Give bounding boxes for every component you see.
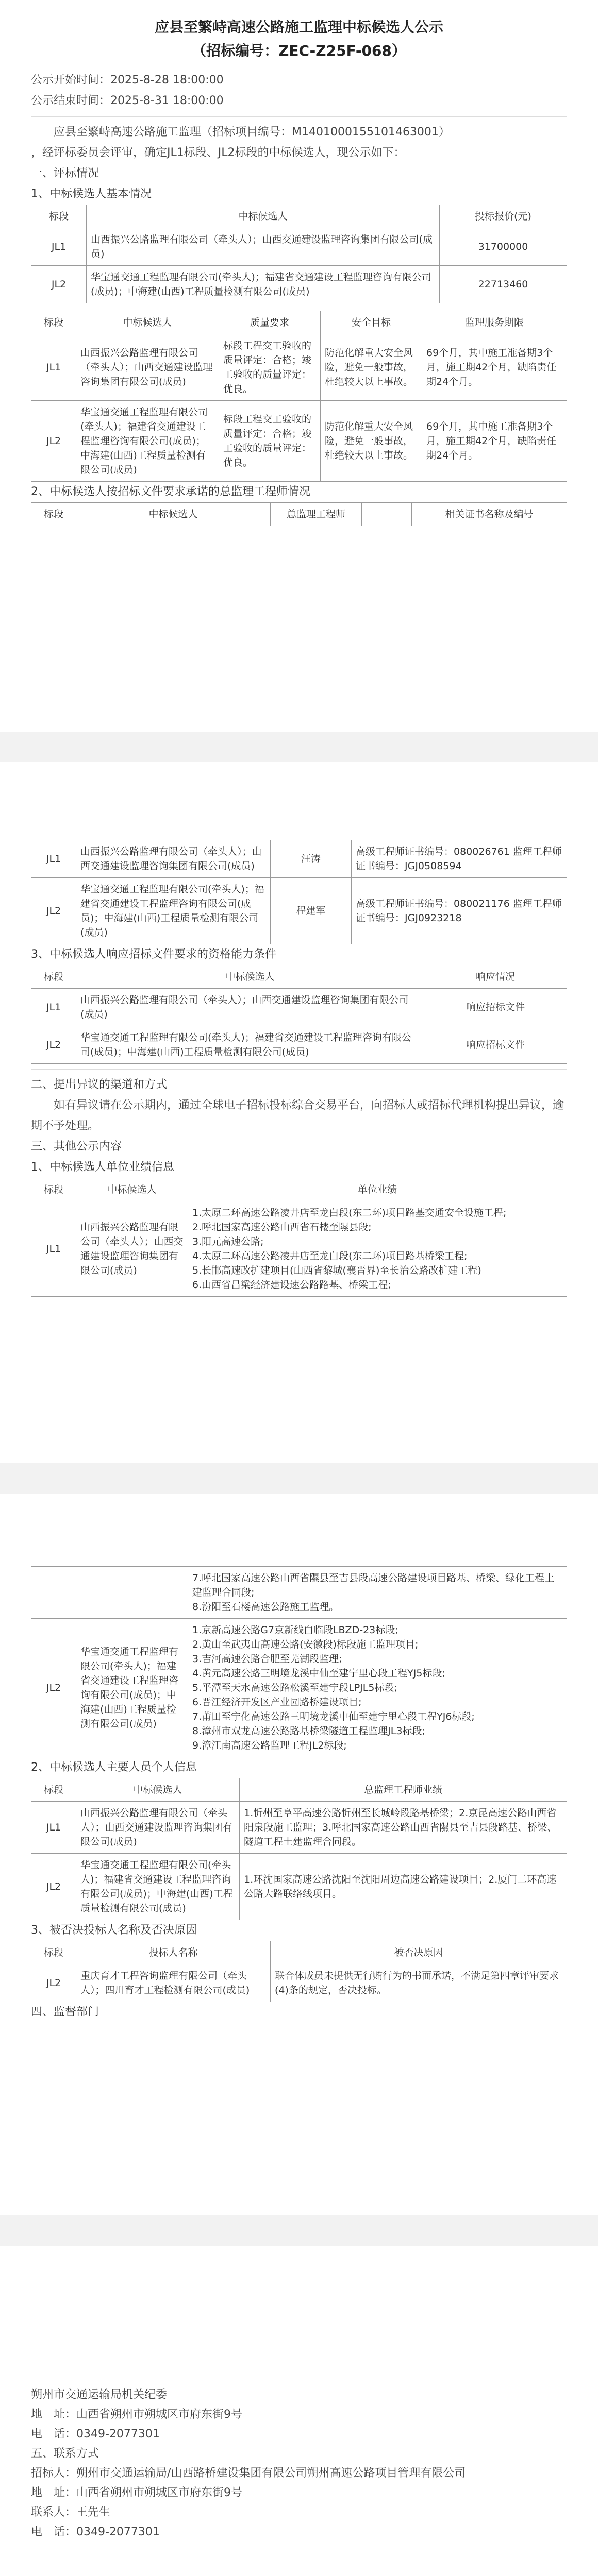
cell-quality: 标段工程交工验收的质量评定：合格；竣工验收的质量评定：优良。 [219,401,321,482]
table-row [31,266,567,303]
section-1-2-title: 2、中标候选人按招标文件要求承诺的总监理工程师情况 [31,485,310,498]
section-3-title: 三、其他公示内容 [31,1140,122,1153]
cell-engineer: 程建军 [271,878,352,944]
cell-section: JL2 [31,1964,76,2002]
col-header: 标段 [31,311,76,334]
page-gap [0,2215,598,2246]
tenderer: 招标人：朔州市交通运输局/山西路桥建设集团有限公司朔州高速公路项目管理有限公司 [31,2467,466,2480]
cell-section: JL1 [31,228,87,266]
performance-item: 5.平潭至天水高速公路松溪至建宁段LPJL5标段; [192,1682,397,1693]
cell-candidate: 华宝通交通工程监理有限公司(牵头人)；福建省交通建设工程监理咨询有限公司(成员)；中海建(山西)工程质量检测有限公司(成员) [76,1619,188,1757]
performance-table-b [31,1566,567,1757]
cell-candidate: 山西振兴公路监理有限公司（牵头人）；山西交通建设监理咨询集团有限公司(成员) [76,334,219,401]
performance-item: 2.黄山至武夷山高速公路(安徽段)标段施工监理项目; [192,1639,419,1650]
cell-section: JL2 [31,401,76,482]
rejected-table [31,1941,567,2002]
col-header: 标段 [31,1941,76,1964]
performance-item: 6.晋江经济开发区产业园路桥建设项目; [192,1697,362,1708]
cell-section: JL1 [31,334,76,401]
cell-bidder: 重庆育才工程咨询监理有限公司（牵头人）；四川育才工程检测有限公司(成员) [76,1964,271,2002]
performance-item: 4.黄元高速公路三明境龙溪中仙至建宁里心段工程YJ5标段; [192,1668,445,1679]
qualification-table [31,965,567,1064]
col-header: 标段 [31,965,76,989]
tenderer-phone: 电 话：0349-2077301 [31,2526,160,2538]
publish-start: 公示开始时间：2025-8-28 18:00:00 [31,74,224,87]
table-row [31,1802,567,1854]
cell-engineer-performance: 1.忻州至阜平高速公路忻州至长城岭段路基桥梁；2.京昆高速公路山西省阳泉段施工监理；3.呼北国家高速公路山西省隰县至吉县段路基、桥梁、隧道工程土建监理合同段。 [240,1802,567,1854]
cell-performance-list [188,1201,567,1297]
cell-period: 69个月，其中施工准备期3个月，施工期42个月，缺陷责任期24个月。 [422,334,567,401]
cell-candidate: 华宝通交通工程监理有限公司(牵头人)；福建省交通建设工程监理咨询有限公司(成员)；中海建(山西)工程质量检测有限公司(成员) [76,401,219,482]
candidate-detail-table [31,311,567,482]
chief-engineer-header-table [31,502,567,526]
performance-item: 7.呼北国家高速公路山西省隰县至吉县段高速公路建设项目路基、桥梁、绿化工程土建监理合同段; [192,1572,555,1598]
cell-period: 69个月，其中施工准备期3个月，施工期42个月，缺陷责任期24个月。 [422,401,567,482]
col-header: 投标人名称 [76,1941,271,1964]
section-5-title: 五、联系方式 [31,2447,99,2460]
cell-section: JL2 [31,1854,76,1920]
cell-safety: 防范化解重大安全风险，避免一般事故，杜绝较大以上事故。 [321,401,422,482]
section-1-title: 一、评标情况 [31,167,99,180]
col-header: 中标候选人 [76,965,424,989]
document-page-4 [31,2257,567,2576]
table-row [31,989,567,1026]
section-2-title: 二、提出异议的渠道和方式 [31,1078,168,1091]
supervisor-org: 朔州市交通运输局机关纪委 [31,2388,168,2401]
cell-candidate: 山西振兴公路监理有限公司（牵头人）；山西交通建设监理咨询集团有限公司(成员) [76,989,424,1026]
cell-section: JL2 [31,1026,76,1064]
performance-table-a [31,1178,567,1297]
objection-text: 如有异议请在公示期内，通过全球电子招标投标综合交易平台，向招标人或招标代理机构提出异议，逾期不予处理。 [31,1099,564,1132]
col-header: 总监理工程师业绩 [240,1778,567,1802]
section-3-1-title: 1、中标候选人单位业绩信息 [31,1161,174,1174]
table-row [31,1201,567,1297]
col-header: 中标候选人 [76,1178,188,1201]
cell-candidate: 华宝通交通工程监理有限公司(牵头人)；福建省交通建设工程监理咨询有限公司(成员)；中海建(山西)工程质量检测有限公司(成员) [87,266,440,303]
table-row [31,878,567,944]
table-row [31,401,567,482]
performance-item: 7.莆田至宁化高速公路三明境龙溪中仙至建宁里心段工程YJ6标段; [192,1711,475,1722]
cell-response: 响应招标文件 [424,1026,567,1064]
cell-price: 22713460 [440,266,567,303]
cell-candidate: 山西振兴公路监理有限公司（牵头人）；山西交通建设监理咨询集团有限公司(成员) [76,1201,188,1297]
cell-candidate: 山西振兴公路监理有限公司（牵头人）；山西交通建设监理咨询集团有限公司(成员) [76,1802,240,1854]
col-header: 响应情况 [424,965,567,989]
performance-item: 1.太原二环高速公路凌井店至龙白段(东二环)项目路基交通安全设施工程; [192,1207,507,1218]
col-header: 投标报价(元) [440,205,567,228]
performance-item: 9.漳江南高速公路监理工程JL2标段; [192,1740,347,1751]
cell-section: JL2 [31,1619,76,1757]
performance-item: 3.吉河高速公路合肥至芜湖段监理; [192,1653,342,1665]
col-header: 中标候选人 [76,311,219,334]
col-header: 标段 [31,1778,76,1802]
performance-item: 8.漳州市双龙高速公路路基桥梁隧道工程监理JL3标段; [192,1725,425,1737]
cell-engineer: 汪涛 [271,840,352,878]
cell-candidate: 山西振兴公路监理有限公司（牵头人）；山西交通建设监理咨询集团有限公司(成员) [87,228,440,266]
cell-blank [76,1567,188,1619]
table-row [31,840,567,878]
publish-end: 公示结束时间：2025-8-31 18:00:00 [31,94,224,107]
col-header: 中标候选人 [76,503,271,526]
col-header: 标段 [31,503,76,526]
personnel-table [31,1778,567,1920]
document-page-2 [31,773,567,1297]
cell-section: JL1 [31,1201,76,1297]
table-row [31,1026,567,1064]
doc-title-line1: 应县至繁峙高速公路施工监理中标候选人公示 [154,19,443,36]
cell-candidate: 华宝通交通工程监理有限公司(牵头人)；福建省交通建设工程监理咨询有限公司(成员)；中海建(山西)工程质量检测有限公司(成员) [76,1026,424,1064]
cell-safety: 防范化解重大安全风险，避免一般事故，杜绝较大以上事故。 [321,334,422,401]
document-page-1 [31,15,567,526]
cell-section: JL1 [31,1802,76,1854]
cell-quality: 标段工程交工验收的质量评定：合格；竣工验收的质量评定：优良。 [219,334,321,401]
section-1-1-title: 1、中标候选人基本情况 [31,188,152,200]
cell-section: JL2 [31,266,87,303]
col-header-empty [362,503,412,526]
divider [31,1069,567,1070]
doc-title-line2: （招标编号：ZEC-Z25F-068） [192,42,406,59]
intro-text-2: ，经评标委员会评审，确定JL1标段、JL2标段的中标候选人，现公示如下： [31,146,405,159]
col-header: 总监理工程师 [271,503,362,526]
col-header: 中标候选人 [76,1778,240,1802]
table-row [31,1567,567,1619]
chief-engineer-table [31,840,567,944]
col-header: 标段 [31,1178,76,1201]
cell-candidate: 华宝通交通工程监理有限公司(牵头人)；福建省交通建设工程监理咨询有限公司(成员)；中海建(山西)工程质量检测有限公司(成员) [76,1854,240,1920]
section-3-2-title: 2、中标候选人主要人员个人信息 [31,1761,197,1774]
performance-item: 6.山西省吕梁经济建设速公路路基、桥梁工程; [192,1279,391,1291]
candidate-basic-table [31,205,567,303]
col-header: 安全目标 [321,311,422,334]
cell-response: 响应招标文件 [424,989,567,1026]
cell-engineer-performance: 1.环沈国家高速公路沈阳至沈阳周边高速公路建设项目；2.厦门二环高速公路大路联络线项目。 [240,1854,567,1920]
page-gap [0,732,598,762]
cell-certificates: 高级工程师证书编号：080021176 监理工程师证书编号：JGJ0923218 [352,878,567,944]
col-header: 中标候选人 [87,205,440,228]
performance-item: 5.长邯高速改扩建项目(山西省黎城(襄晋界)至长治公路改扩建工程) [192,1265,481,1276]
intro-text-1: 应县至繁峙高速公路施工监理（招标项目编号：M1401000155101463001） [54,126,450,139]
section-4-title: 四、监督部门 [31,2006,99,2019]
tenderer-address: 地 址：山西省朔州市朔城区市府东街9号 [31,2486,242,2499]
section-1-3-title: 3、中标候选人响应招标文件要求的资格能力条件 [31,948,276,961]
cell-performance-list [188,1567,567,1619]
performance-item: 4.太原二环高速公路凌井店至龙白段(东二环)项目路基桥梁工程; [192,1250,468,1262]
cell-section: JL1 [31,989,76,1026]
cell-certificates: 高级工程师证书编号：080026761 监理工程师证书编号：JGJ0508594 [352,840,567,878]
page-gap [0,1463,598,1494]
col-header: 监理服务期限 [422,311,567,334]
cell-candidate: 华宝通交通工程监理有限公司(牵头人)；福建省交通建设工程监理咨询有限公司(成员)；中海建(山西)工程质量检测有限公司(成员) [76,878,271,944]
supervisor-phone: 电 话：0349-2077301 [31,2428,160,2441]
tenderer-contact: 联系人：王先生 [31,2506,111,2519]
col-header: 质量要求 [219,311,321,334]
divider [31,116,567,117]
col-header: 单位业绩 [188,1178,567,1201]
agent [31,2573,567,2576]
table-row [31,1619,567,1757]
cell-candidate: 山西振兴公路监理有限公司（牵头人）；山西交通建设监理咨询集团有限公司(成员) [76,840,271,878]
col-header: 标段 [31,205,87,228]
performance-item: 3.阳元高速公路; [192,1236,264,1247]
col-header: 被否决原因 [271,1941,567,1964]
section-3-3-title: 3、被否决投标人名称及否决原因 [31,1924,197,1937]
cell-reason: 联合体成员未提供无行贿行为的书面承诺，不满足第四章评审要求(4)条的规定，否决投标。 [271,1964,567,2002]
performance-item: 8.汾阳至石楼高速公路施工监理。 [192,1601,339,1613]
cell-price: 31700000 [440,228,567,266]
table-row [31,228,567,266]
document-page-3 [31,1504,567,2023]
supervisor-address: 地 址：山西省朔州市朔城区市府东街9号 [31,2408,242,2421]
performance-item: 1.京新高速公路G7京新线白临段LBZD-23标段; [192,1624,398,1636]
cell-section: JL2 [31,878,76,944]
col-header: 相关证书名称及编号 [412,503,567,526]
cell-blank [31,1567,76,1619]
performance-item: 2.呼北国家高速公路山西省石楼至隰县段; [192,1222,372,1233]
table-row [31,334,567,401]
cell-performance-list [188,1619,567,1757]
table-row [31,1854,567,1920]
table-row [31,1964,567,2002]
cell-section: JL1 [31,840,76,878]
